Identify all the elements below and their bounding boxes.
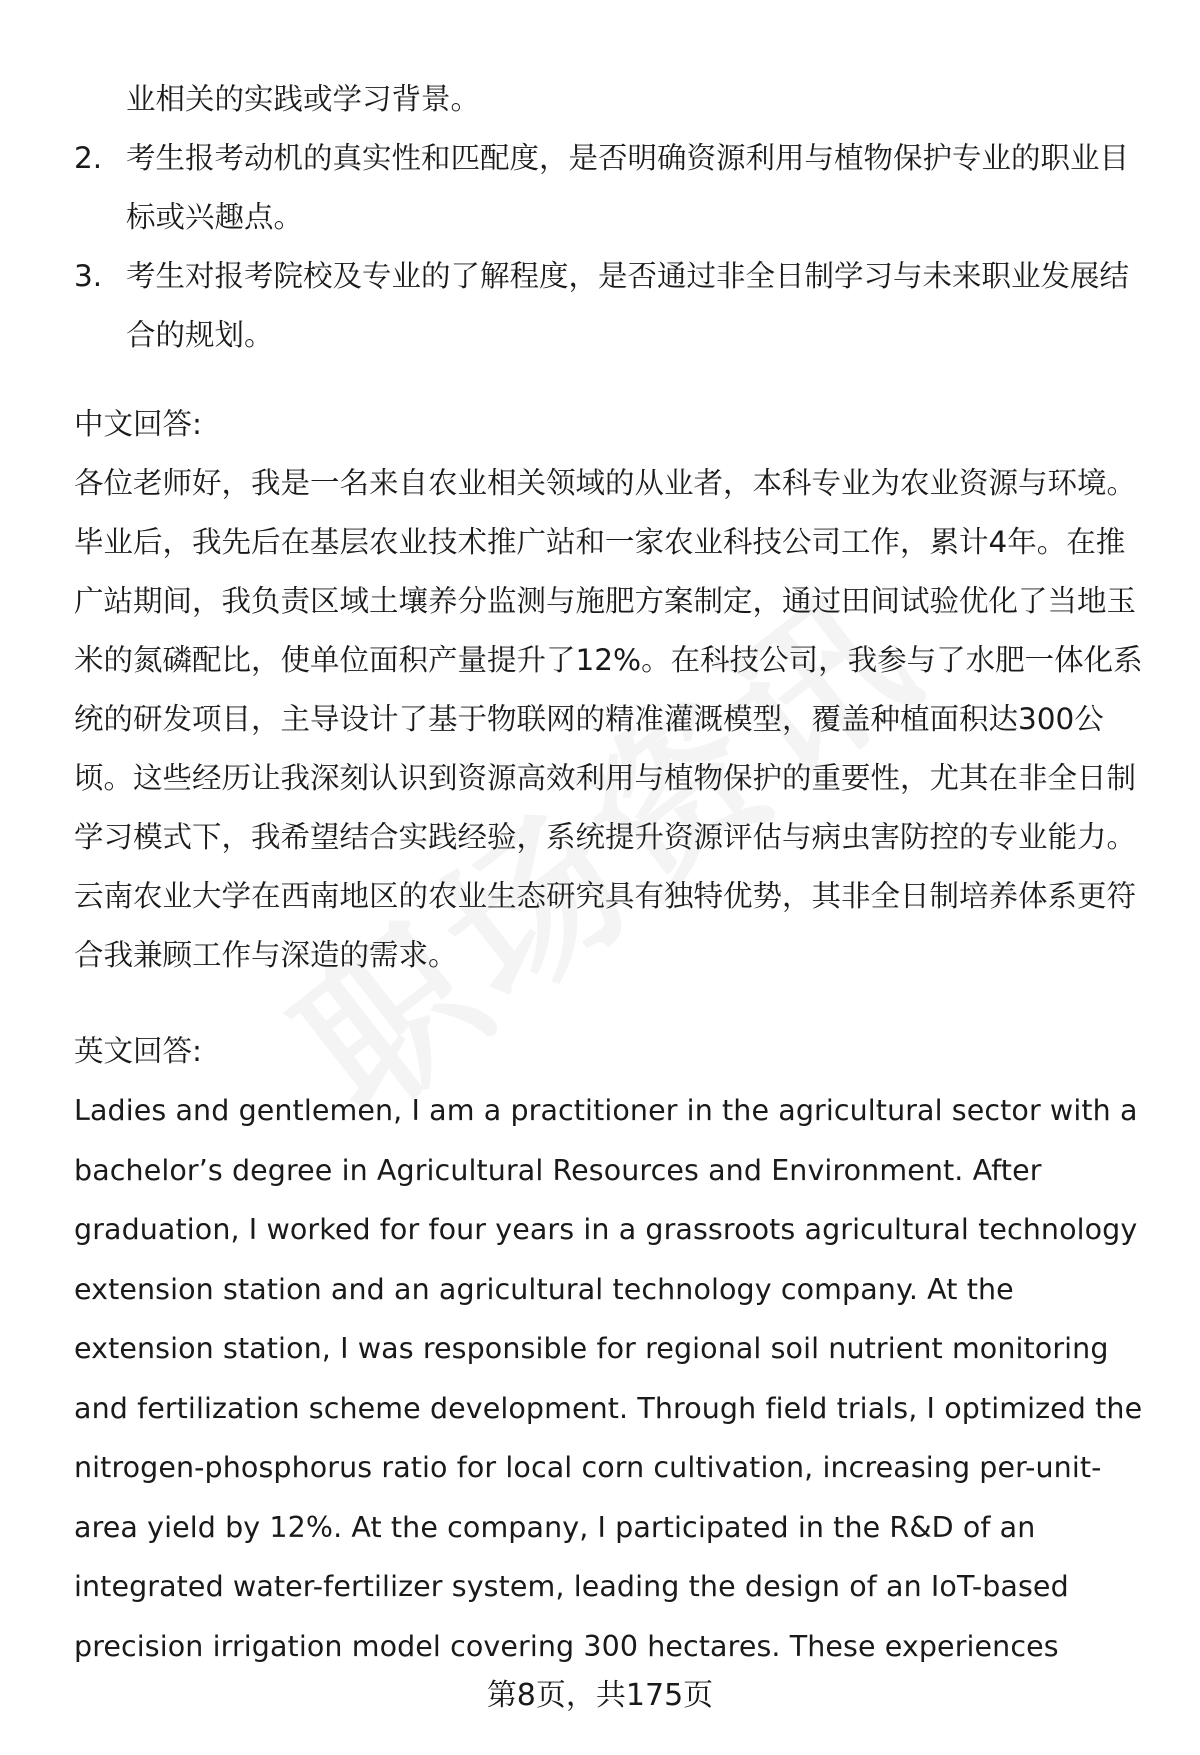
chinese-answer-heading: 中文回答: [74, 407, 202, 441]
english-answer-text: Ladies and gentlemen, I am a practitioner in the agricultural sector with a bachelor’s degree in Agricultural Resources and Environment. After graduation, I worked for four years in a grassroots agricultural technology extension station and an agricultural technology company. At the extension station, I was responsible for regional soil nutrient monitoring and fertilization scheme development. Through field trials, I optimized the nitrogen-phosphorus ratio for local corn cultivation, increasing per-unit-area yield by 12%. At the company, I participated in the R&D of an integrated water-fertilizer system, leading the design of an IoT-based precision irrigation model covering 300 hectares. These experiences [74, 1094, 1143, 1663]
continued-paragraph: 业相关的实践或学习背景。 [126, 82, 481, 116]
page-number-label: 第8页，共175页 [486, 1678, 714, 1713]
page-footer [0, 1670, 1200, 1722]
list-item [74, 129, 1154, 247]
list-number: 3. [74, 259, 103, 293]
list-text: 考生对报考院校及专业的了解程度，是否通过非全日制学习与未来职业发展结合的规划。 [126, 259, 1130, 352]
chinese-answer-text: 各位老师好，我是一名来自农业相关领域的从业者，本科专业为农业资源与环境。毕业后，我先后在基层农业技术推广站和一家农业科技公司工作，累计4年。在推广站期间，我负责区域土壤养分监测与施肥方案制定，通过田间试验优化了当地玉米的氮磷配比，使单位面积产量提升了12%。在科技公司，我参与了水肥一体化系统的研发项目，主导设计了基于物联网的精准灌溉模型，覆盖种植面积达300公顷。这些经历让我深刻认识到资源高效利用与植物保护的重要性，尤其在非全日制学习模式下，我希望结合实践经验，系统提升资源评估与病虫害防控的专业能力。云南农业大学在西南地区的农业生态研究具有独特优势，其非全日制培养体系更符合我兼顾工作与深造的需求。 [74, 466, 1143, 972]
english-answer-heading: 英文回答: [74, 1034, 202, 1068]
list-text: 考生报考动机的真实性和匹配度，是否明确资源利用与植物保护专业的职业目标或兴趣点。 [126, 141, 1130, 234]
chinese-answer-body [74, 454, 1154, 985]
list-number: 2. [74, 141, 103, 175]
list-item [74, 247, 1154, 365]
english-answer-body [74, 1081, 1154, 1676]
